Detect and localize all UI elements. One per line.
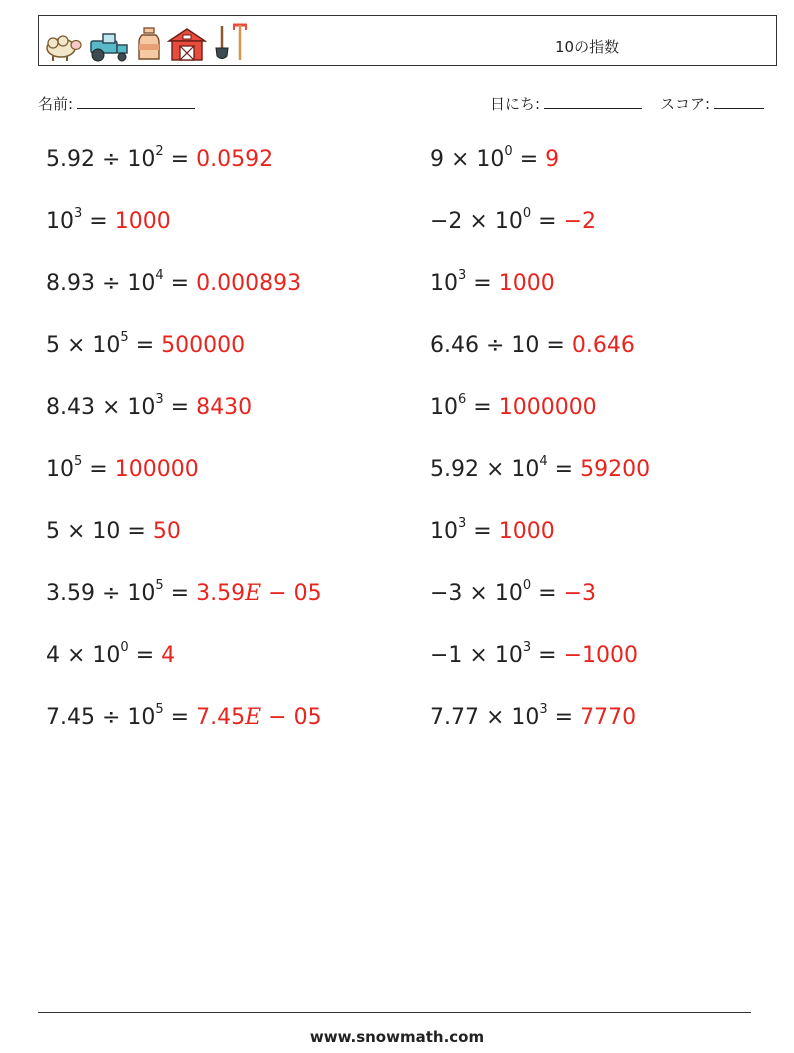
problem-equals: = xyxy=(128,643,162,668)
problem-answer xyxy=(196,581,321,606)
problem-equals: = xyxy=(547,705,581,730)
problem-equals: = xyxy=(163,271,197,296)
problem-exponent: 0 xyxy=(120,639,129,655)
footer-url: www.snowmath.com xyxy=(309,1028,485,1046)
problem-right-6 xyxy=(430,453,651,482)
problem-equals: = xyxy=(82,457,115,482)
problem-expression: 10 xyxy=(430,395,458,420)
problem-equals: = xyxy=(82,209,115,234)
shovel-rake-icon xyxy=(211,22,251,62)
milk-can-icon xyxy=(135,26,163,62)
problem-left-9 xyxy=(46,639,176,668)
problem-exponent: 0 xyxy=(522,577,532,593)
problem-answer: 7770 xyxy=(580,705,637,730)
problem-expression: −3 × 10 xyxy=(430,581,523,606)
problem-exponent: 3 xyxy=(74,205,83,221)
problem-answer: −1000 xyxy=(563,643,638,668)
answer-mantissa: 7.45 xyxy=(196,705,246,730)
problem-equals: = xyxy=(466,395,499,420)
problem-answer: 4 xyxy=(161,643,176,668)
problem-exponent: 4 xyxy=(539,453,548,469)
problem-exponent: 0 xyxy=(504,143,513,159)
problem-expression: 10 xyxy=(46,209,74,234)
worksheet-title: 10の指数 xyxy=(555,38,620,56)
problem-exponent: 5 xyxy=(155,577,164,593)
problem-left-2 xyxy=(46,205,171,234)
problem-expression: 3.59 ÷ 10 xyxy=(46,581,156,606)
sheep-icon xyxy=(43,32,83,62)
problem-equals: = xyxy=(547,457,581,482)
problem-equals: = xyxy=(466,271,499,296)
problem-left-6 xyxy=(46,453,199,482)
problem-expression: 5 × 10 xyxy=(46,333,121,358)
problem-answer: −3 xyxy=(563,581,596,606)
score-field[interactable] xyxy=(660,93,764,114)
problem-exponent: 5 xyxy=(155,701,164,717)
problem-equals: = xyxy=(163,705,197,730)
problem-right-1 xyxy=(430,143,560,172)
problem-expression: 9 × 10 xyxy=(430,147,505,172)
problem-right-3 xyxy=(430,267,555,296)
problem-answer: 0.646 xyxy=(571,333,635,358)
problem-expression: 4 × 10 xyxy=(46,643,121,668)
problem-equals: = xyxy=(531,209,564,234)
answer-exponent-symbol: E xyxy=(245,581,262,606)
problem-expression: 7.45 ÷ 10 xyxy=(46,705,156,730)
problem-right-4 xyxy=(430,333,635,358)
problem-equals: = xyxy=(512,147,546,172)
problem-exponent: 3 xyxy=(539,701,548,717)
problem-expression: 7.77 × 10 xyxy=(430,705,540,730)
problem-left-3 xyxy=(46,267,302,296)
problem-expression: 5.92 ÷ 10 xyxy=(46,147,156,172)
problem-expression: 5 × 10 = xyxy=(46,519,153,544)
problem-answer: 1000000 xyxy=(498,395,597,420)
problem-expression: 10 xyxy=(430,519,458,544)
problem-expression: −1 × 10 xyxy=(430,643,523,668)
tractor-icon xyxy=(87,32,131,62)
problem-expression: 5.92 × 10 xyxy=(430,457,540,482)
footer-divider xyxy=(38,1012,751,1013)
problem-expression: 10 xyxy=(430,271,458,296)
problem-answer: 1000 xyxy=(498,519,555,544)
problem-left-1 xyxy=(46,143,274,172)
problem-equals: = xyxy=(163,147,197,172)
problem-exponent: 4 xyxy=(155,267,164,283)
problem-answer: −2 xyxy=(563,209,596,234)
date-field[interactable] xyxy=(490,93,642,114)
problem-expression: −2 × 10 xyxy=(430,209,523,234)
problem-answer xyxy=(196,705,321,730)
answer-exponent-symbol: E xyxy=(245,705,262,730)
problem-expression: 8.93 ÷ 10 xyxy=(46,271,156,296)
problem-answer: 100000 xyxy=(114,457,199,482)
problem-exponent: 2 xyxy=(155,143,164,159)
problem-right-2 xyxy=(430,205,596,234)
problem-equals: = xyxy=(128,333,162,358)
problem-left-10 xyxy=(46,701,322,730)
date-label: 日にち: xyxy=(490,95,541,113)
name-line[interactable] xyxy=(77,94,195,109)
name-label: 名前: xyxy=(38,95,74,113)
problem-answer: 0.000893 xyxy=(196,271,302,296)
answer-exponent-value: − 05 xyxy=(261,705,322,730)
problem-exponent: 3 xyxy=(155,391,164,407)
problem-equals: = xyxy=(466,519,499,544)
problem-answer: 1000 xyxy=(498,271,555,296)
problem-exponent: 5 xyxy=(120,329,129,345)
problem-answer: 9 xyxy=(545,147,560,172)
answer-exponent-value: − 05 xyxy=(261,581,322,606)
problem-exponent: 3 xyxy=(458,267,467,283)
problem-exponent: 0 xyxy=(522,205,532,221)
problem-exponent: 3 xyxy=(458,515,467,531)
problem-answer: 59200 xyxy=(580,457,651,482)
problem-left-8 xyxy=(46,577,322,606)
problem-equals: = xyxy=(531,643,564,668)
score-label: スコア: xyxy=(660,95,711,113)
barn-icon xyxy=(167,26,207,62)
problem-left-5 xyxy=(46,391,253,420)
problem-answer: 1000 xyxy=(114,209,171,234)
problem-left-7 xyxy=(46,519,181,544)
problem-answer: 50 xyxy=(152,519,181,544)
worksheet-header xyxy=(38,15,777,66)
problem-right-9 xyxy=(430,639,638,668)
header-icons xyxy=(43,22,251,62)
answer-mantissa: 3.59 xyxy=(196,581,246,606)
problem-right-8 xyxy=(430,577,596,606)
problem-right-7 xyxy=(430,515,555,544)
problem-equals: = xyxy=(163,581,197,606)
name-field[interactable] xyxy=(38,93,195,114)
problem-left-4 xyxy=(46,329,246,358)
problem-equals: = xyxy=(531,581,564,606)
problem-expression: 10 xyxy=(46,457,74,482)
problem-answer: 500000 xyxy=(161,333,246,358)
problem-exponent: 5 xyxy=(74,453,83,469)
problem-exponent: 3 xyxy=(522,639,532,655)
problem-expression: 6.46 ÷ 10 = xyxy=(430,333,572,358)
problem-right-10 xyxy=(430,701,637,730)
problem-answer: 0.0592 xyxy=(196,147,274,172)
problem-answer: 8430 xyxy=(196,395,253,420)
problem-equals: = xyxy=(163,395,197,420)
problem-exponent: 6 xyxy=(458,391,467,407)
problem-right-5 xyxy=(430,391,597,420)
problem-expression: 8.43 × 10 xyxy=(46,395,156,420)
date-line[interactable] xyxy=(544,94,642,109)
score-line[interactable] xyxy=(714,94,764,109)
